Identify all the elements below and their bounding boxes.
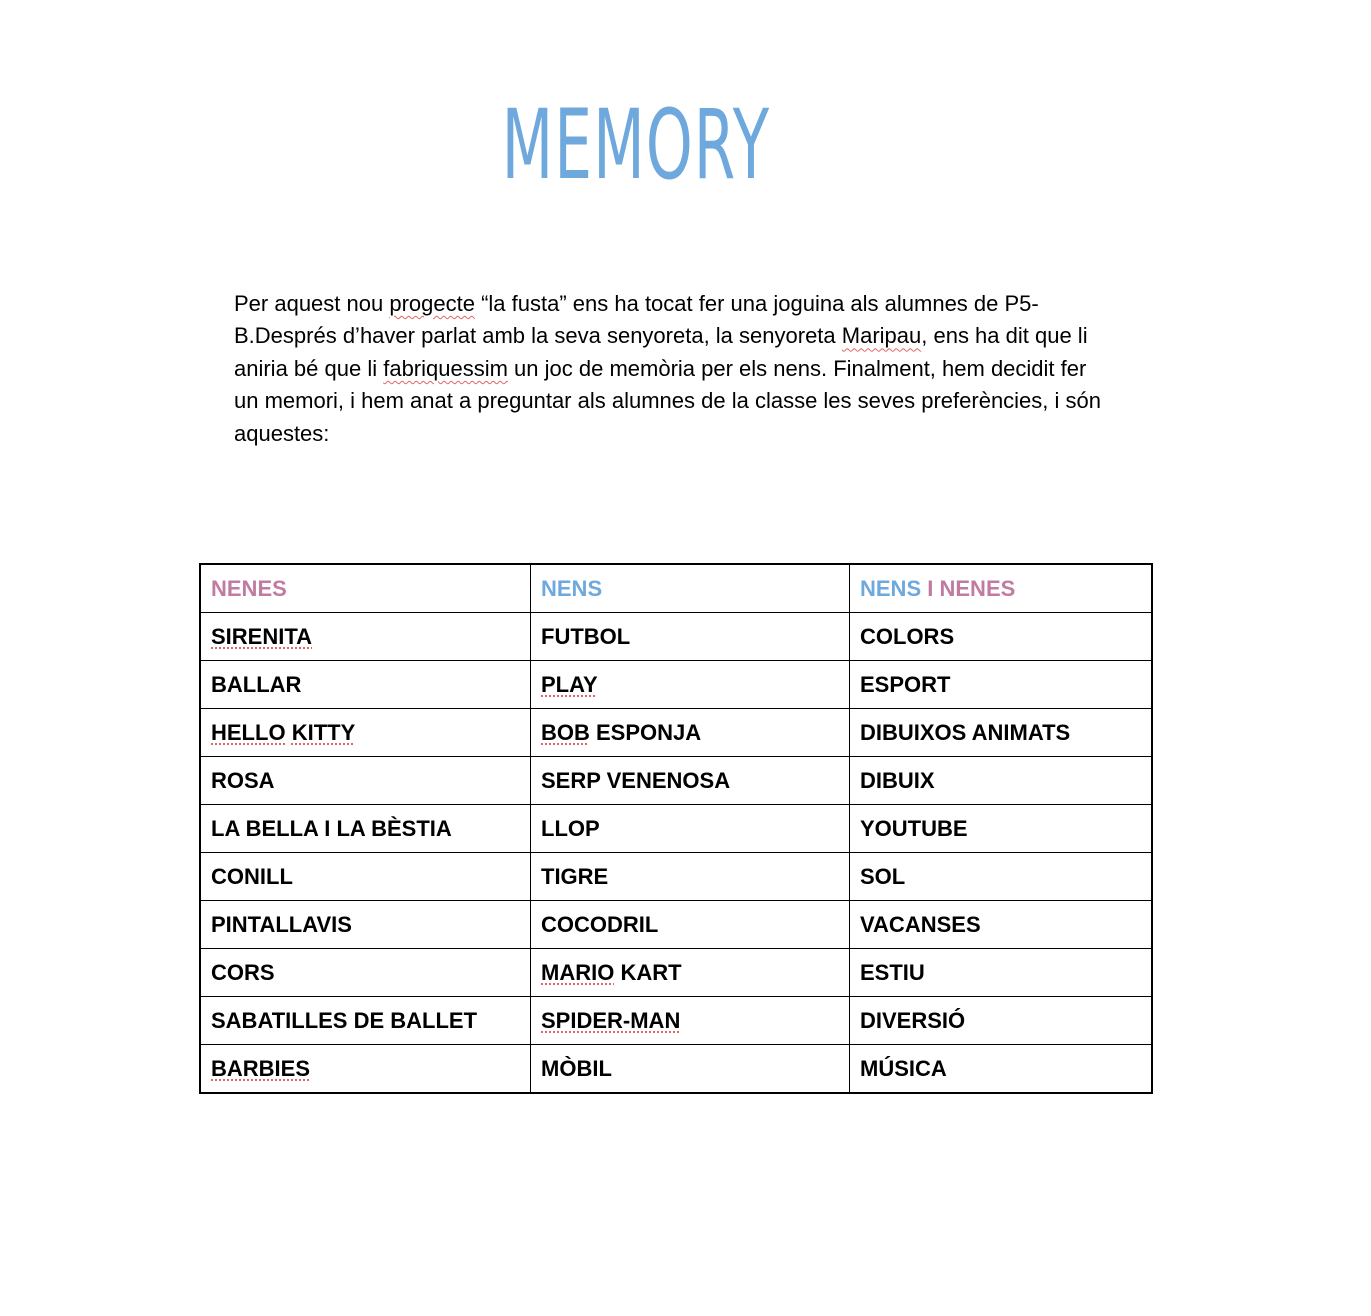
table-cell: SOL [850,853,1153,901]
preferences-table [199,563,1153,1094]
table-row [200,709,1152,757]
header-nens: NENS [531,564,850,613]
table-cell: SABATILLES DE BALLET [200,997,531,1045]
table-cell: ESPORT [850,661,1153,709]
spellcheck-word[interactable]: SPIDER-MAN [541,1007,681,1033]
spellcheck-word[interactable]: fabriquessim [383,355,508,381]
header-nens-i-nenes [850,564,1153,613]
spellcheck-word[interactable]: MARIO [541,959,615,985]
table-row [200,805,1152,853]
spellcheck-word[interactable]: BARBIES [211,1055,311,1081]
cell-text: KART [614,959,682,985]
table-row [200,661,1152,709]
table-cell [200,709,531,757]
table-cell [531,661,850,709]
intro-text: “la fusta” ens ha tocat fer una joguina als alumnes de P5-B.Després d’haver parlat amb la seva senyoreta, la senyoreta [234,291,1039,349]
table-cell: FUTBOL [531,613,850,661]
table-cell: LA BELLA I LA BÈSTIA [200,805,531,853]
intro-text: un joc de memòria per els nens. Finalment, hem decidit fer un memori, i hem anat a preguntar als alumnes de la classe les seves preferències, i són aquestes: [234,355,1101,446]
table-row [200,613,1152,661]
table-row [200,1045,1152,1094]
spellcheck-word[interactable]: PLAY [541,671,598,697]
intro-text: Per aquest nou [234,291,390,316]
table-cell: COLORS [850,613,1153,661]
table-cell [200,1045,531,1094]
table-cell: CORS [200,949,531,997]
table-cell: DIBUIXOS ANIMATS [850,709,1153,757]
table-cell: PINTALLAVIS [200,901,531,949]
table-row [200,853,1152,901]
table-cell: CONILL [200,853,531,901]
table-cell: ESTIU [850,949,1153,997]
table-cell: DIVERSIÓ [850,997,1153,1045]
header-both-nens: NENS [860,575,922,601]
spellcheck-word[interactable]: progecte [389,291,475,316]
table-header-row [200,564,1152,613]
table-row [200,997,1152,1045]
table-row [200,949,1152,997]
table-cell: DIBUIX [850,757,1153,805]
spellcheck-word[interactable]: HELLO [211,719,286,745]
header-both-i: I [927,575,934,601]
spellcheck-word[interactable]: Maripau [841,323,922,349]
table-cell [531,709,850,757]
table-cell [531,997,850,1045]
table-cell: SERP VENENOSA [531,757,850,805]
intro-text: , ens ha dit que li aniria bé que li [234,323,1088,381]
table-row [200,901,1152,949]
table-cell: ROSA [200,757,531,805]
table-cell: MÒBIL [531,1045,850,1094]
spellcheck-word[interactable]: KITTY [291,719,356,745]
table-cell: TIGRE [531,853,850,901]
header-nenes: NENES [200,564,531,613]
table-cell [531,949,850,997]
spellcheck-word[interactable]: BOB [541,719,590,745]
table-cell: LLOP [531,805,850,853]
table-cell: MÚSICA [850,1045,1153,1094]
table-cell: BALLAR [200,661,531,709]
cell-text: ESPONJA [589,719,702,745]
page-title: MEMORY [501,89,771,201]
table-cell: COCODRIL [531,901,850,949]
table-cell: VACANSES [850,901,1153,949]
table-cell: YOUTUBE [850,805,1153,853]
spellcheck-word[interactable]: SIRENITA [211,623,313,649]
table-row [200,757,1152,805]
intro-paragraph [234,288,1104,450]
header-both-nenes: NENES [939,575,1016,601]
table-cell [200,613,531,661]
